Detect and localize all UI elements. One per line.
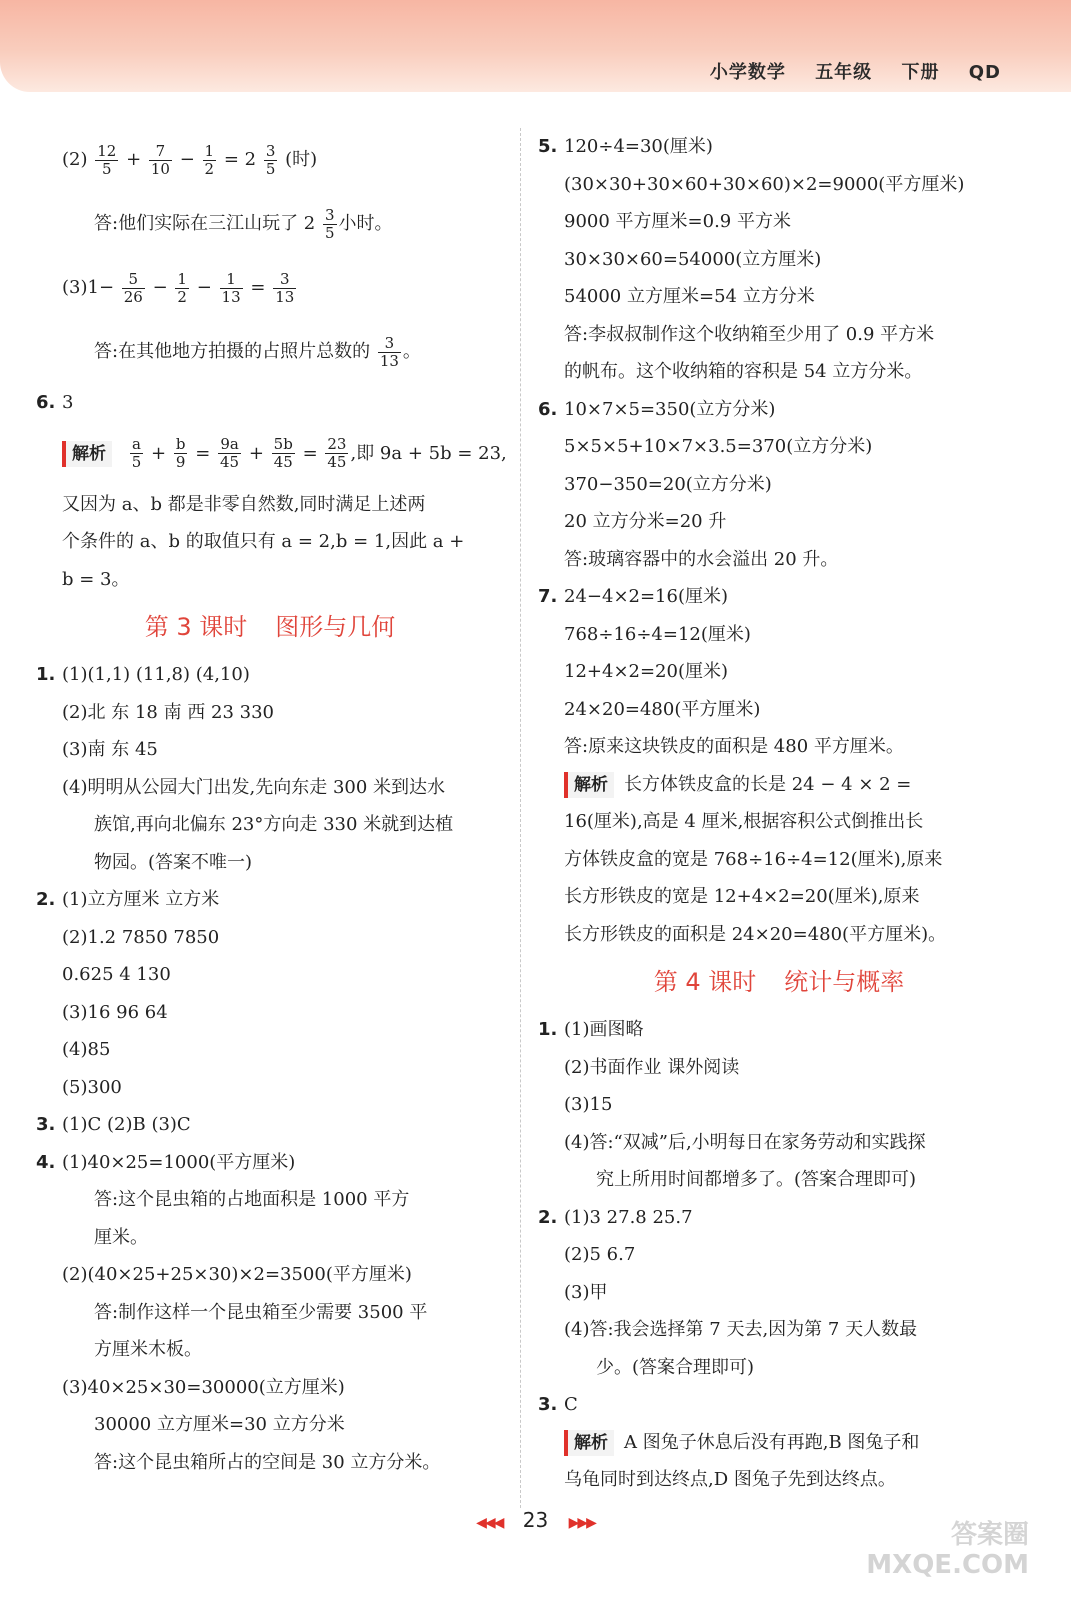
q2-part2: (2)1.2 7850 7850	[62, 926, 220, 948]
q6-answer: 6. 3	[36, 392, 74, 413]
r5-line4: 30×30×60=54000(立方厘米)	[564, 248, 822, 270]
q6-analysis-line3: 个条件的 a、b 的取值只有 a = 2,b = 1,因此 a +	[62, 531, 465, 552]
s2-part4-a: (4)答:我会选择第 7 天去,因为第 7 天人数最	[564, 1319, 918, 1340]
s1-part3: (3)15	[564, 1094, 613, 1115]
s2-part3: (3)甲	[564, 1281, 608, 1303]
q1-part4-a: (4)明明从公园大门出发,先向东走 300 米到达水	[62, 776, 446, 798]
edition-label: QD	[968, 62, 1001, 83]
s3-answer: 3. C	[538, 1394, 578, 1415]
q1-part1: 1. (1)(1,1) (11,8) (4,10)	[36, 664, 250, 685]
subject-label: 小学数学	[709, 62, 786, 83]
prev-arrows-icon: ◀◀◀	[476, 1515, 503, 1531]
s1-part2: (2)书面作业 课外阅读	[564, 1056, 740, 1078]
right-column	[538, 128, 1020, 1499]
q2-part2-b: 0.625 4 130	[62, 964, 171, 985]
q2-part5: (5)300	[62, 1076, 122, 1098]
s1-part4-b: 究上所用时间都增多了。(答案合理即可)	[596, 1169, 917, 1190]
r6-line1: 6. 10×7×5=350(立方分米)	[538, 398, 776, 420]
page-number: 23	[522, 1508, 549, 1532]
r7-analysis-4: 长方形铁皮的宽是 12+4×2=20(厘米),原来	[564, 886, 920, 907]
q2-part1: 2. (1)立方厘米 立方米	[36, 889, 220, 910]
r6-line3: 370−350=20(立方分米)	[564, 473, 772, 495]
grade-label: 五年级	[815, 62, 873, 83]
q2-part3: (3)16 96 64	[62, 1001, 168, 1023]
s3-analysis-2: 乌龟同时到达终点,D 图兔子先到达终点。	[564, 1469, 896, 1490]
r5-line6: 答:李叔叔制作这个收纳箱至少用了 0.9 平方米	[564, 323, 935, 345]
s3-analysis-1: 解析 A 图兔子休息后没有再跑,B 图兔子和	[538, 1424, 1020, 1462]
q3-answers: 3. (1)C (2)B (3)C	[36, 1114, 191, 1135]
analysis-badge: 解析	[564, 1430, 614, 1456]
r5-line2: (30×30+30×60+30×60)×2=9000(平方厘米)	[564, 173, 965, 195]
q5-2-answer: 答:他们实际在三江山玩了 2 $\frac{3}{5}$ 小时。	[94, 205, 393, 242]
s2-part1: 2. (1)3 27.8 25.7	[538, 1206, 693, 1228]
book-info	[688, 58, 1001, 84]
r7-line5: 答:原来这块铁皮的面积是 480 平方厘米。	[564, 736, 904, 757]
r7-analysis-5: 长方形铁皮的面积是 24×20=480(平方厘米)。	[564, 923, 947, 945]
r6-line2: 5×5×5+10×7×3.5=370(立方分米)	[564, 436, 873, 457]
analysis-badge: 解析	[62, 441, 112, 467]
r6-line4: 20 立方分米=20 升	[564, 511, 727, 532]
r7-line1: 7. 24−4×2=16(厘米)	[538, 586, 729, 607]
q4-part3-answer: 答:这个昆虫箱所占的空间是 30 立方分米。	[94, 1451, 441, 1473]
q5-2-equation: (2) $\frac{12}{5}$ + $\frac{7}{10}$ − $\frac{1}{2}$ = 2 $\frac{3}{5}$ (时)	[62, 141, 318, 178]
r5-line1: 5. 120÷4=30(厘米)	[538, 136, 713, 157]
s2-part2: (2)5 6.7	[564, 1244, 636, 1265]
section-title-lesson4: 第 4 课时 统计与概率	[653, 968, 905, 996]
column-divider	[520, 128, 521, 1508]
r5-line3: 9000 平方厘米=0.9 平方米	[564, 211, 791, 232]
q4-part1-answer-b: 厘米。	[94, 1226, 148, 1248]
q2-part4: (4)85	[62, 1039, 111, 1060]
q1-part4-b: 族馆,再向北偏东 23°方向走 330 米就到达植	[94, 814, 454, 835]
next-arrows-icon: ▶▶▶	[568, 1515, 595, 1531]
q1-part2: (2)北 东 18 南 西 23 330	[62, 701, 274, 723]
q1-part3: (3)南 东 45	[62, 739, 158, 760]
q4-part2-answer-b: 方厘米木板。	[94, 1339, 202, 1360]
q4-part2: (2)(40×25+25×30)×2=3500(平方厘米)	[62, 1264, 412, 1285]
r7-analysis-3: 方体铁皮盒的宽是 768÷16÷4=12(厘米),原来	[564, 848, 943, 870]
q5-3-answer: 答:在其他地方拍摄的占照片总数的 $\frac{3}{13}$ 。	[94, 333, 421, 370]
r7-analysis-2: 16(厘米),高是 4 厘米,根据容积公式倒推出长	[564, 811, 924, 832]
s1-part1: 1. (1)画图略	[538, 1019, 644, 1040]
watermark: 答案圈 MXQE.COM	[866, 1520, 1029, 1580]
s1-part4-a: (4)答:“双减”后,小明每日在家务劳动和实践探	[564, 1131, 926, 1153]
left-column	[36, 128, 507, 1481]
q4-part3: (3)40×25×30=30000(立方厘米)	[62, 1376, 345, 1398]
r7-analysis-1: 解析 长方体铁皮盒的长是 24 − 4 × 2 =	[538, 766, 1020, 804]
q4-part3-conv: 30000 立方厘米=30 立方分米	[94, 1414, 345, 1435]
q5-3-equation: (3)1− $\frac{5}{26}$ − $\frac{1}{2}$ − $\frac{1}{13}$ = $\frac{3}{13}$	[62, 269, 295, 306]
q4-part1-answer-a: 答:这个昆虫箱的占地面积是 1000 平方	[94, 1189, 410, 1210]
r5-line7: 的帆布。这个收纳箱的容积是 54 立方分米。	[564, 361, 923, 382]
q6-analysis-line2: 又因为 a、b 都是非零自然数,同时满足上述两	[62, 493, 426, 515]
section-title-lesson3: 第 3 课时 图形与几何	[144, 613, 396, 641]
r7-line3: 12+4×2=20(厘米)	[564, 661, 729, 682]
analysis-badge: 解析	[564, 772, 614, 798]
q4-part1: 4. (1)40×25=1000(平方厘米)	[36, 1151, 296, 1173]
q6-analysis-line4: b = 3。	[62, 568, 130, 590]
q1-part4-c: 物园。(答案不唯一)	[94, 851, 253, 873]
r7-line2: 768÷16÷4=12(厘米)	[564, 623, 751, 645]
q6-analysis: 解析 $\frac{a}{5}$ + $\frac{b}{9}$ = $\frac{9a}{45}$ + $\frac{5b}{45}$ = $\frac{23}{45}$ ,即 9a + 5b = 23,	[36, 422, 504, 486]
r5-line5: 54000 立方厘米=54 立方分米	[564, 286, 815, 307]
q4-part2-answer-a: 答:制作这样一个昆虫箱至少需要 3500 平	[94, 1301, 428, 1323]
r6-line5: 答:玻璃容器中的水会溢出 20 升。	[564, 548, 839, 570]
r7-line4: 24×20=480(平方厘米)	[564, 698, 761, 720]
s2-part4-b: 少。(答案合理即可)	[596, 1356, 755, 1378]
volume-label: 下册	[901, 62, 940, 83]
